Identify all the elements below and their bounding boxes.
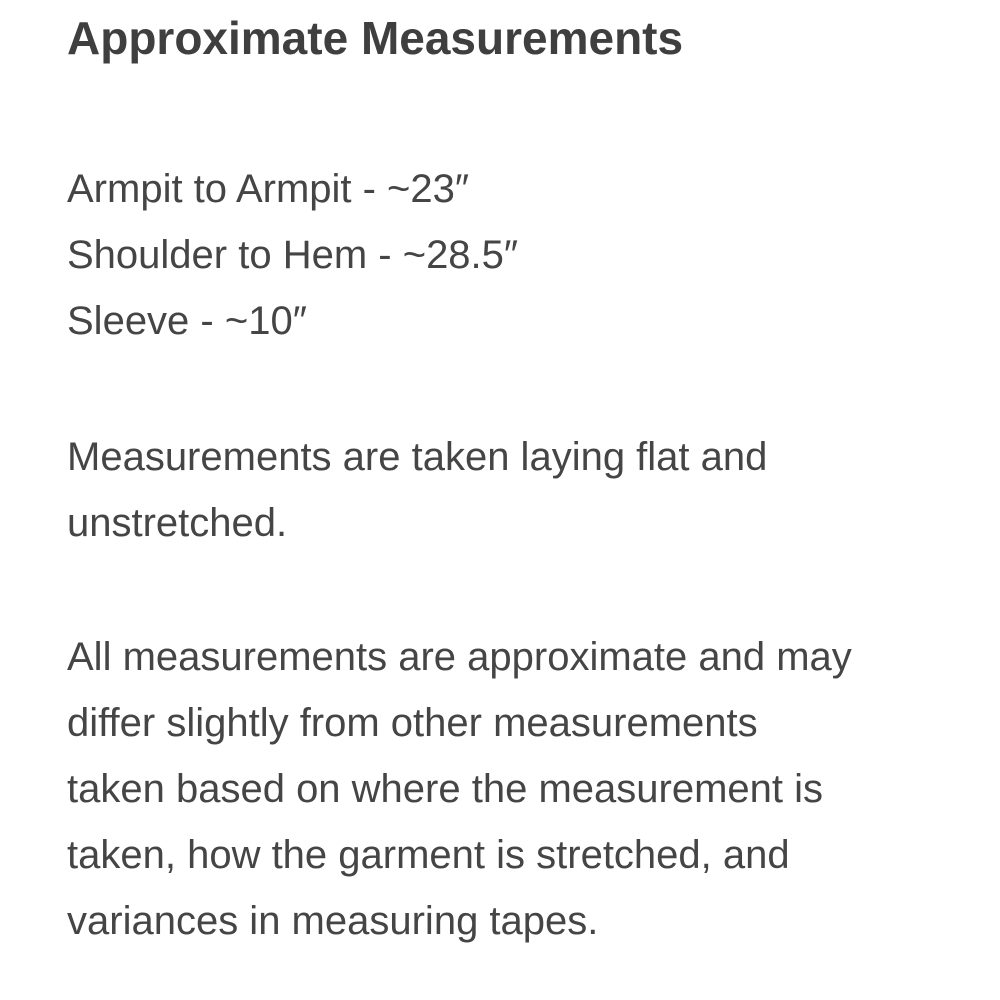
disclaimer-line: differ slightly from other measurements <box>67 701 758 745</box>
measurement-sleeve: Sleeve - ~10″ <box>67 299 307 343</box>
note-line: unstretched. <box>67 501 288 545</box>
disclaimer-line: taken, how the garment is stretched, and <box>67 833 790 877</box>
disclaimer-line: taken based on where the measurement is <box>67 767 823 811</box>
disclaimer-line: variances in measuring tapes. <box>67 899 599 943</box>
measurement-disclaimer <box>67 624 852 954</box>
measurements-list <box>67 156 518 354</box>
disclaimer-line: All measurements are approximate and may <box>67 635 852 679</box>
page-title: Approximate Measurements <box>67 12 684 64</box>
measurement-shoulder-to-hem: Shoulder to Hem - ~28.5″ <box>67 233 519 277</box>
measurement-armpit-to-armpit: Armpit to Armpit - ~23″ <box>67 167 470 211</box>
measurement-method-note <box>67 424 767 556</box>
note-line: Measurements are taken laying flat and <box>67 435 768 479</box>
